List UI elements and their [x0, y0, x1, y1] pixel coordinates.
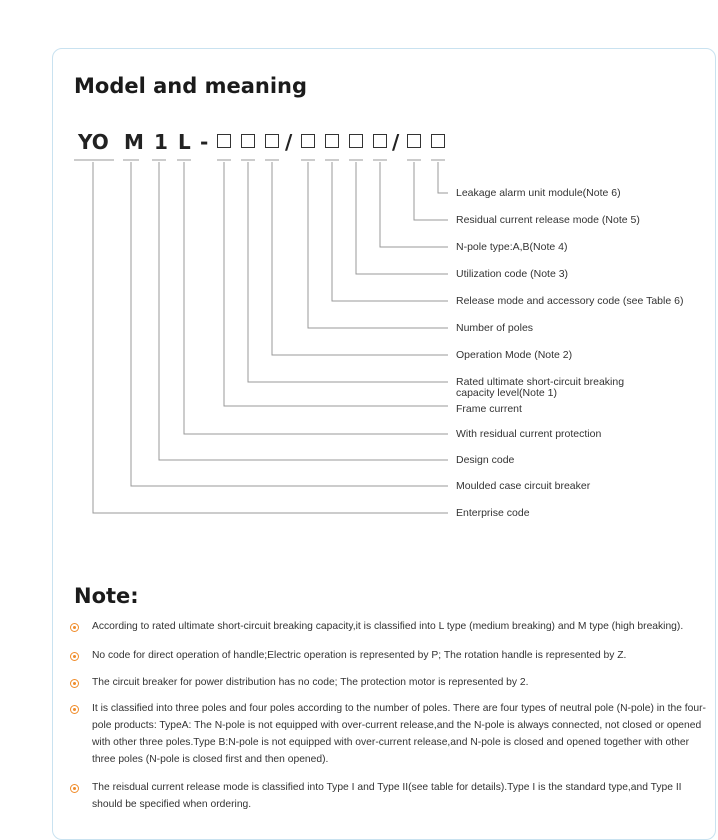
label-residual-mode: Residual current release mode (Note 5)	[456, 214, 640, 226]
label-utilization: Utilization code (Note 3)	[456, 268, 569, 280]
code-slash-1: /	[285, 130, 293, 154]
note-text: The reisdual current release mode is classified into Type I and Type II(see table for details).Type I is the standard type,and Type II should be specified when ordering.	[92, 782, 682, 810]
label-design-code: Design code	[456, 454, 515, 466]
code-dash: -	[200, 130, 209, 154]
bullet-icon	[70, 784, 79, 793]
note-text: It is classified into three poles and four poles according to the number of poles. There are four types of neutral pole (N-pole) in the four-pole products: TypeA: The N-pole is not equipped with over-current release,and the N-pole is always connected, not closed or opened with other three poles.Type B:N-pole is not equipped with over-current release,and N-pole is closed and opened together with other three poles (N-pole is closed first and then opened).	[92, 703, 706, 765]
code-moulded: M	[124, 130, 144, 154]
label-poles: Number of poles	[456, 322, 534, 334]
note-text: No code for direct operation of handle;Electric operation is represented by P; The rotation handle is represented by Z.	[92, 650, 627, 661]
note-text: The circuit breaker for power distribution has no code; The protection motor is represented by 2.	[92, 677, 529, 688]
label-alarm-module: Leakage alarm unit module(Note 6)	[456, 187, 621, 199]
bullet-icon	[70, 679, 79, 688]
label-moulded-case: Moulded case circuit breaker	[456, 480, 591, 492]
label-capacity-line2: capacity level(Note 1)	[456, 387, 557, 399]
model-section-title: Model and meaning	[74, 74, 307, 98]
bullet-icon	[70, 705, 79, 714]
label-enterprise: Enterprise code	[456, 507, 530, 519]
bullet-icon	[70, 623, 79, 632]
code-enterprise: YO	[78, 130, 109, 154]
label-operation: Operation Mode (Note 2)	[456, 349, 573, 361]
label-residual-protection: With residual current protection	[456, 428, 602, 440]
label-capacity-line1: Rated ultimate short-circuit breaking	[456, 376, 625, 388]
label-release-mode: Release mode and accessory code (see Table 6)	[456, 295, 684, 307]
label-frame-current: Frame current	[456, 403, 522, 415]
bullet-icon	[70, 652, 79, 661]
code-residual: L	[178, 130, 191, 154]
label-npole-type: N-pole type:A,B(Note 4)	[456, 241, 568, 253]
note-section-title: Note:	[74, 584, 139, 608]
code-slash-2: /	[392, 130, 400, 154]
note-text: According to rated ultimate short-circuit breaking capacity,it is classified into L type (medium breaking) and M type (high breaking).	[92, 621, 684, 632]
code-design: 1	[154, 130, 168, 154]
